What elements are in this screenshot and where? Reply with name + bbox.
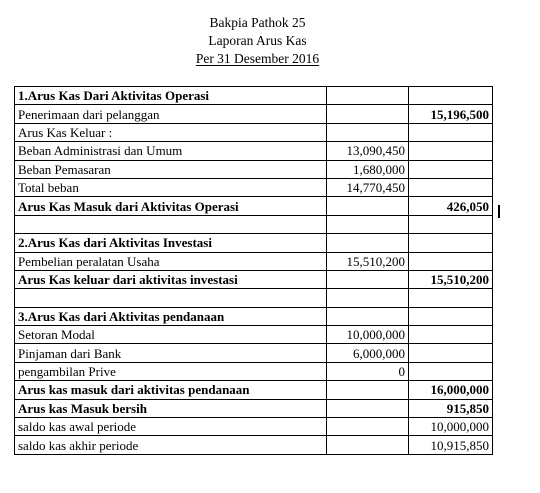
row-detail-amount — [327, 234, 409, 252]
table-row — [15, 160, 493, 178]
table-row — [15, 307, 493, 325]
table-row — [15, 381, 493, 399]
table-row — [15, 197, 493, 215]
row-label: saldo kas akhir periode — [15, 436, 327, 454]
row-total-amount: 15,510,200 — [409, 270, 493, 288]
row-total-amount: 16,000,000 — [409, 381, 493, 399]
row-total-amount: 15,196,500 — [409, 105, 493, 123]
row-detail-amount — [327, 197, 409, 215]
table-row — [15, 399, 493, 417]
row-label — [15, 289, 327, 307]
row-total-amount — [409, 307, 493, 325]
row-total-amount: 426,050 — [409, 197, 493, 215]
row-total-amount — [409, 160, 493, 178]
row-detail-amount: 10,000,000 — [327, 326, 409, 344]
row-detail-amount: 14,770,450 — [327, 178, 409, 196]
row-label: saldo kas awal periode — [15, 418, 327, 436]
table-row — [15, 418, 493, 436]
row-detail-amount: 13,090,450 — [327, 142, 409, 160]
row-label: Beban Pemasaran — [15, 160, 327, 178]
row-detail-amount — [327, 105, 409, 123]
table-row — [15, 142, 493, 160]
table-row — [15, 362, 493, 380]
text-cursor — [498, 205, 500, 218]
row-detail-amount — [327, 289, 409, 307]
row-label: pengambilan Prive — [15, 362, 327, 380]
row-total-amount — [409, 87, 493, 105]
row-detail-amount: 1,680,000 — [327, 160, 409, 178]
table-row — [15, 123, 493, 141]
row-label: Arus kas Masuk bersih — [15, 399, 327, 417]
row-detail-amount — [327, 381, 409, 399]
table-row — [15, 105, 493, 123]
row-label: 1.Arus Kas Dari Aktivitas Operasi — [15, 87, 327, 105]
table-row — [15, 344, 493, 362]
row-label: Pinjaman dari Bank — [15, 344, 327, 362]
row-total-amount — [409, 123, 493, 141]
row-detail-amount — [327, 123, 409, 141]
row-detail-amount — [327, 418, 409, 436]
row-detail-amount: 15,510,200 — [327, 252, 409, 270]
cash-flow-table-body — [15, 87, 493, 455]
row-detail-amount — [327, 399, 409, 417]
row-label: Arus kas masuk dari aktivitas pendanaan — [15, 381, 327, 399]
report-period: Per 31 Desember 2016 — [195, 51, 320, 66]
row-total-amount — [409, 178, 493, 196]
row-label: Beban Administrasi dan Umum — [15, 142, 327, 160]
row-total-amount — [409, 234, 493, 252]
row-total-amount — [409, 215, 493, 233]
row-total-amount — [409, 326, 493, 344]
table-row — [15, 252, 493, 270]
row-detail-amount: 6,000,000 — [327, 344, 409, 362]
row-label: Arus Kas Masuk dari Aktivitas Operasi — [15, 197, 327, 215]
table-row — [15, 270, 493, 288]
table-row — [15, 234, 493, 252]
row-label: 3.Arus Kas dari Aktivitas pendanaan — [15, 307, 327, 325]
row-detail-amount — [327, 215, 409, 233]
table-row — [15, 215, 493, 233]
report-title: Laporan Arus Kas — [208, 33, 307, 48]
report-header — [180, 14, 335, 68]
row-label: Total beban — [15, 178, 327, 196]
row-total-amount — [409, 252, 493, 270]
row-total-amount — [409, 289, 493, 307]
row-label: Arus Kas keluar dari aktivitas investasi — [15, 270, 327, 288]
row-detail-amount — [327, 270, 409, 288]
row-detail-amount — [327, 436, 409, 454]
row-detail-amount — [327, 87, 409, 105]
row-label: Penerimaan dari pelanggan — [15, 105, 327, 123]
row-total-amount — [409, 142, 493, 160]
row-total-amount — [409, 344, 493, 362]
row-total-amount — [409, 362, 493, 380]
row-detail-amount — [327, 307, 409, 325]
table-row — [15, 326, 493, 344]
row-total-amount: 10,000,000 — [409, 418, 493, 436]
table-row — [15, 289, 493, 307]
table-row — [15, 178, 493, 196]
row-label: Pembelian peralatan Usaha — [15, 252, 327, 270]
row-total-amount: 10,915,850 — [409, 436, 493, 454]
cash-flow-table — [14, 86, 493, 455]
row-label: 2.Arus Kas dari Aktivitas Investasi — [15, 234, 327, 252]
company-name: Bakpia Pathok 25 — [209, 15, 306, 30]
table-row — [15, 436, 493, 454]
row-label: Setoran Modal — [15, 326, 327, 344]
table-row — [15, 87, 493, 105]
row-detail-amount: 0 — [327, 362, 409, 380]
row-total-amount: 915,850 — [409, 399, 493, 417]
row-label: Arus Kas Keluar : — [15, 123, 327, 141]
row-label — [15, 215, 327, 233]
